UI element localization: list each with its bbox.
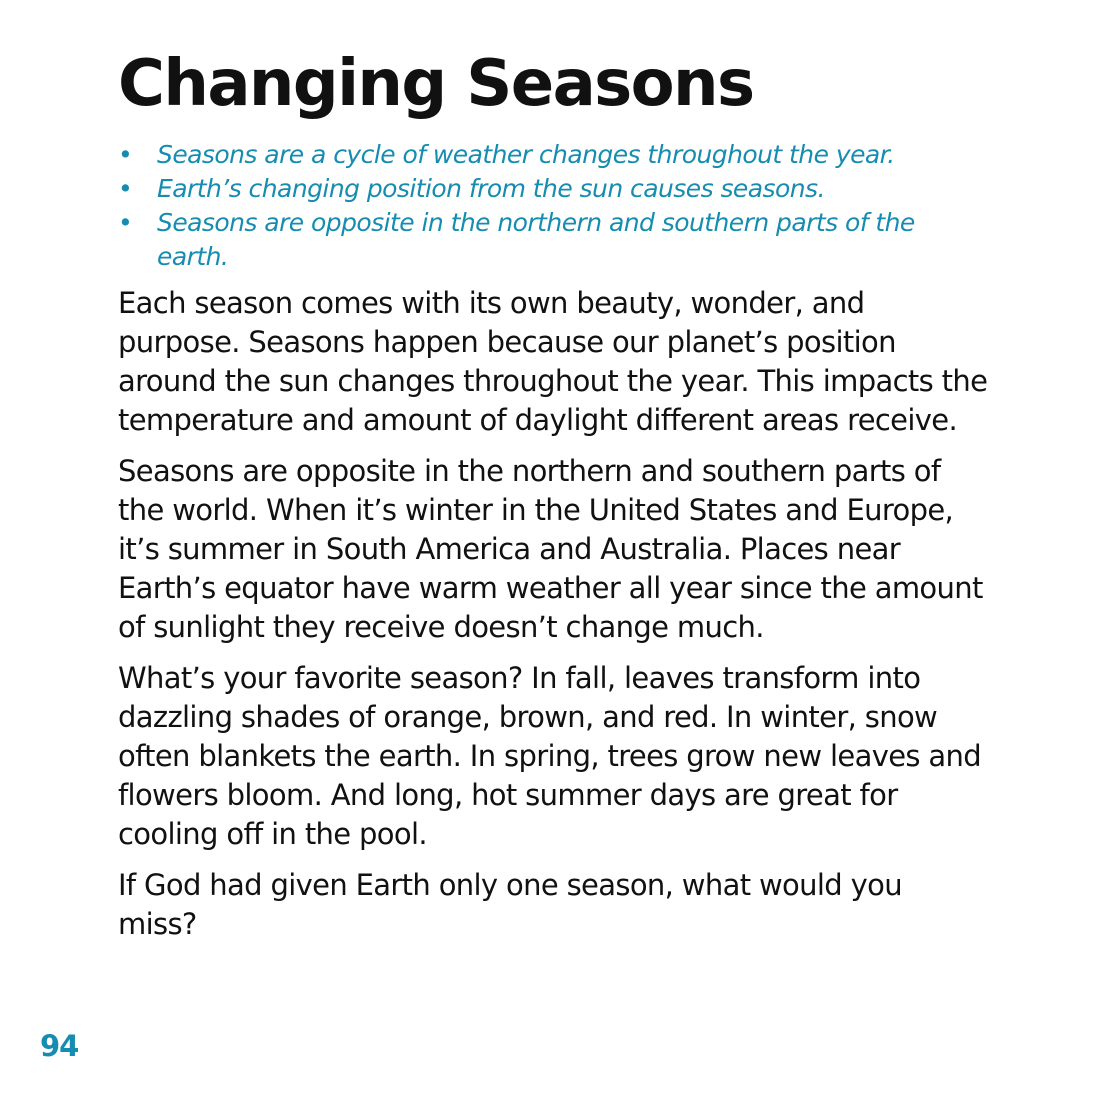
page-title: Changing Seasons	[118, 47, 754, 121]
page-number: 94	[40, 1029, 79, 1063]
body-paragraph: Seasons are opposite in the northern and southern parts of the world. When it’s winter in the United States and Europe, it’s summer in South America and Australia. Places near Earth’s equator have warm weather all year since the amount of sunlight they receive doesn’t change much.	[118, 454, 983, 644]
key-points-list	[118, 138, 948, 274]
key-point-item: • Seasons are opposite in the northern and southern parts of the earth.	[118, 206, 948, 274]
body-paragraph: If God had given Earth only one season, what would you miss?	[118, 868, 902, 941]
page-content	[118, 47, 998, 956]
body-paragraph: What’s your favorite season? In fall, leaves transform into dazzling shades of orange, brown, and red. In winter, snow often blankets the earth. In spring, trees grow new leaves and flowers bloom. And long, hot summer days are great for cooling off in the pool.	[118, 661, 982, 851]
key-point-item: • Earth’s changing position from the sun causes seasons.	[118, 172, 948, 206]
body-paragraph: Each season comes with its own beauty, wonder, and purpose. Seasons happen because our planet’s position around the sun changes throughout the year. This impacts the temperature and amount of daylight different areas receive.	[118, 286, 988, 437]
key-point-item: • Seasons are a cycle of weather changes throughout the year.	[118, 138, 948, 172]
